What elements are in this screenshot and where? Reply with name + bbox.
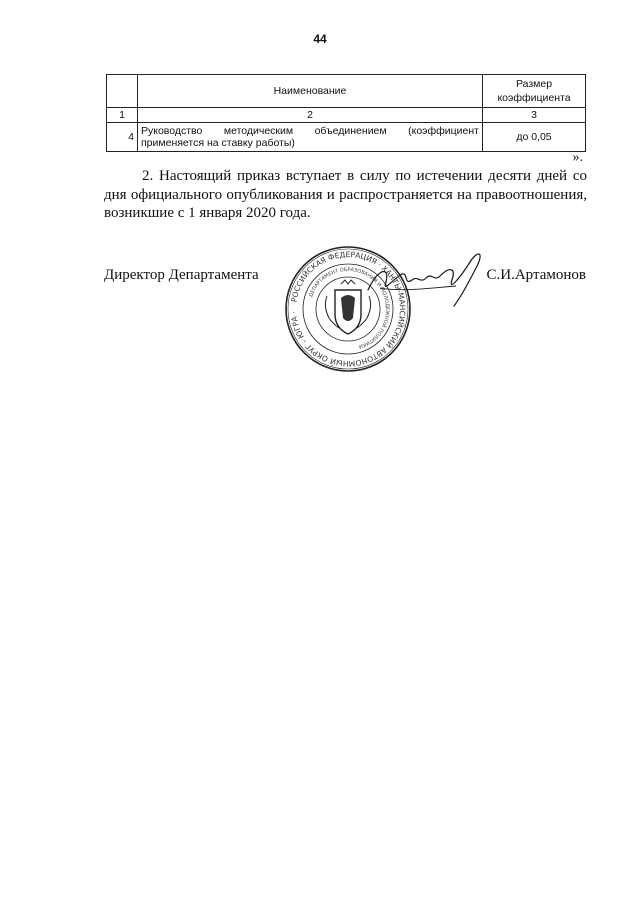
header-coefficient-cell: Размер коэффициента [483, 75, 586, 108]
header-name-cell: Наименование [138, 75, 483, 108]
column-number-2: 2 [138, 108, 483, 123]
table-row [107, 123, 586, 152]
director-name: С.И.Артамонов [486, 267, 586, 283]
page-number: 44 [313, 32, 327, 46]
header-number-cell [107, 75, 138, 108]
coefficient-table [106, 74, 586, 152]
row-number: 4 [107, 123, 138, 152]
effective-date-paragraph: 2. Настоящий приказ вступает в силу по истечении десяти дней со дня официального опубликования и распространяется на правоотношения, возникшие с 1 января 2020 года. [104, 168, 587, 221]
column-number-1: 1 [107, 108, 138, 123]
column-number-row [107, 108, 586, 123]
table-header-row [107, 75, 586, 108]
seal-inner-text: ДЕПАРТАМЕНТ ОБРАЗОВАНИЯ И МОЛОДЕЖНОЙ ПОЛИТИКИ [308, 266, 391, 350]
row-coefficient: до 0,05 [483, 123, 586, 152]
closing-quote: ». [572, 150, 583, 165]
director-title: Директор Департамента [104, 267, 259, 283]
column-number-3: 3 [483, 108, 586, 123]
row-name: Руководство методическим объединением (коэффициент применяется на ставку работы) [138, 123, 483, 152]
seal-outer-text: РОССИЙСКАЯ ФЕДЕРАЦИЯ · ХАНТЫ-МАНСИЙСКИЙ АВТОНОМНЫЙ ОКРУГ - ЮГРА · [289, 249, 408, 369]
handwritten-signature-icon [360, 248, 500, 308]
